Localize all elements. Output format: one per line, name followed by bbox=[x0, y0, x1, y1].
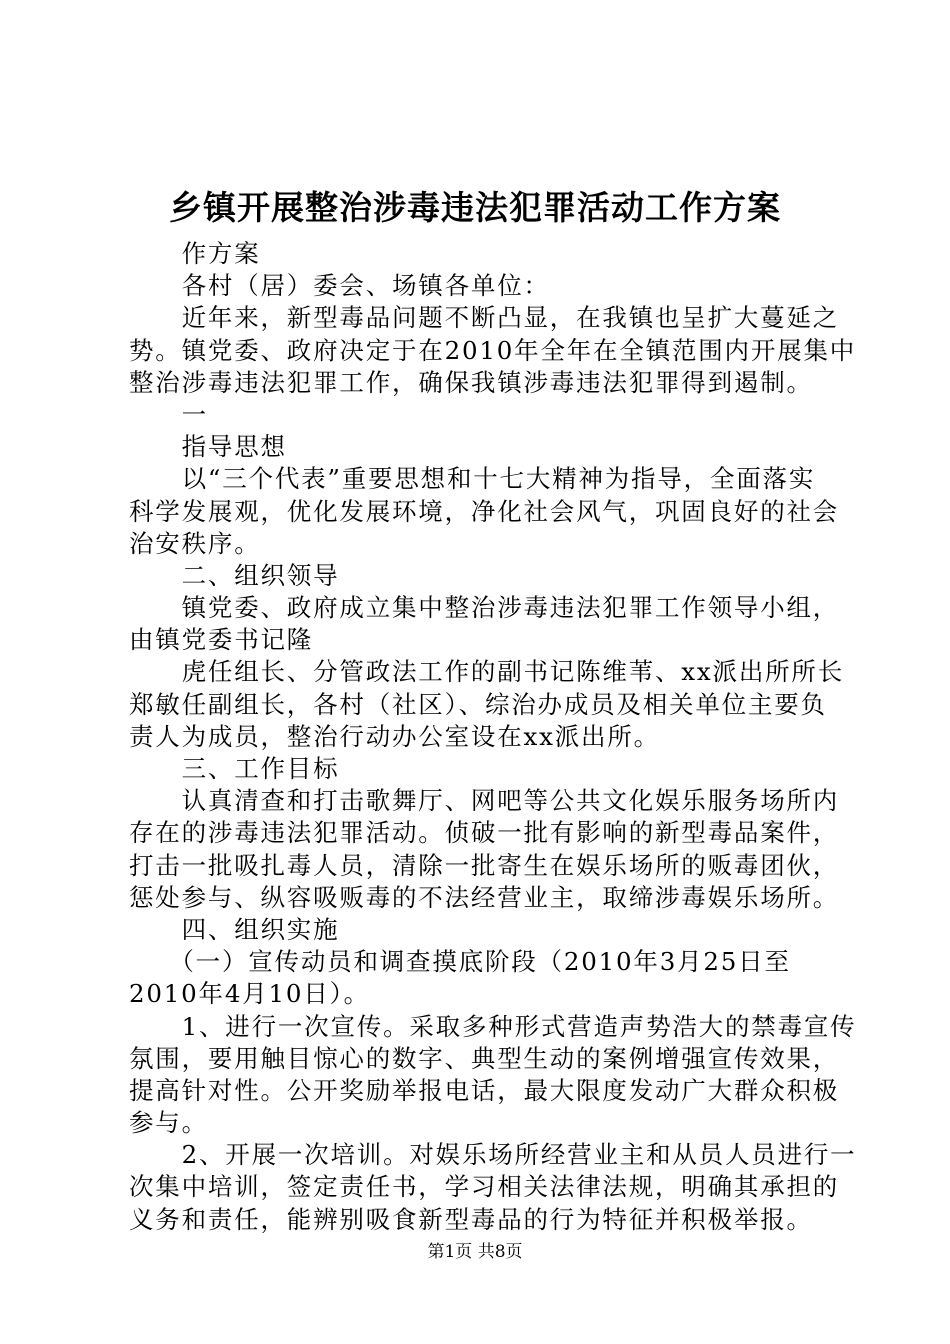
page-footer: 第1页 共8页 bbox=[427, 1242, 523, 1262]
body-line: 一 bbox=[129, 399, 208, 429]
body-line: 提高针对性。公开奖励举报电话，最大限度发动广大群众积极 bbox=[129, 1075, 840, 1105]
document-body bbox=[129, 238, 857, 1236]
body-line: 整治涉毒违法犯罪工作，确保我镇涉毒违法犯罪得到遏制。 bbox=[129, 367, 813, 397]
body-line: 四、组织实施 bbox=[129, 914, 340, 944]
body-line: 近年来，新型毒品问题不断凸显，在我镇也呈扩大蔓延之 bbox=[129, 303, 840, 333]
body-line: 势。镇党委、政府决定于在2010年全年在全镇范围内开展集中 bbox=[129, 335, 857, 365]
body-line: 认真清查和打击歌舞厅、网吧等公共文化娱乐服务场所内 bbox=[129, 786, 840, 816]
body-line: 治安秩序。 bbox=[129, 528, 261, 558]
body-line: 各村（居）委会、场镇各单位： bbox=[129, 271, 550, 301]
body-line: 1、进行一次宣传。采取多种形式营造声势浩大的禁毒宣传 bbox=[129, 1011, 857, 1041]
body-line: 2、开展一次培训。对娱乐场所经营业主和从员人员进行一 bbox=[129, 1140, 857, 1170]
body-line: 虎任组长、分管政法工作的副书记陈维苇、xx派出所所长 bbox=[129, 657, 845, 687]
body-line: 2010年4月10日）。 bbox=[129, 979, 370, 1009]
body-line: 科学发展观，优化发展环境，净化社会风气，巩固良好的社会 bbox=[129, 496, 840, 526]
body-line: 郑敏任副组长，各村（社区）、综治办成员及相关单位主要负 bbox=[129, 689, 827, 719]
body-line: 镇党委、政府成立集中整治涉毒违法犯罪工作领导小组， bbox=[129, 593, 840, 623]
body-line: 存在的涉毒违法犯罪活动。侦破一批有影响的新型毒品案件， bbox=[129, 818, 840, 848]
body-line: 指导思想 bbox=[129, 432, 287, 462]
body-line: 作方案 bbox=[129, 239, 261, 268]
body-line: 次集中培训，签定责任书，学习相关法律法规，明确其承担的 bbox=[129, 1172, 840, 1202]
body-line: 打击一批吸扎毒人员，清除一批寄生在娱乐场所的贩毒团伙， bbox=[129, 850, 840, 880]
body-line: 由镇党委书记隆 bbox=[129, 625, 314, 655]
body-line: 责人为成员，整治行动办公室设在xx派出所。 bbox=[129, 721, 660, 751]
body-line: 三、工作目标 bbox=[129, 754, 340, 783]
body-line: 以“三个代表”重要思想和十七大精神为指导，全面落实 bbox=[129, 464, 816, 494]
page-title: 乡镇开展整治涉毒违法犯罪活动工作方案 bbox=[169, 188, 781, 227]
body-line: （一）宣传动员和调查摸底阶段（2010年3月25日至 bbox=[129, 947, 791, 977]
body-line: 惩处参与、纵容吸贩毒的不法经营业主，取缔涉毒娱乐场所。 bbox=[129, 882, 840, 912]
body-line: 参与。 bbox=[129, 1108, 208, 1138]
body-line: 二、组织领导 bbox=[129, 560, 340, 590]
body-line: 义务和责任，能辨别吸食新型毒品的行为特征并积极举报。 bbox=[129, 1204, 813, 1234]
body-line: 氛围，要用触目惊心的数字、典型生动的案例增强宣传效果， bbox=[129, 1043, 840, 1073]
